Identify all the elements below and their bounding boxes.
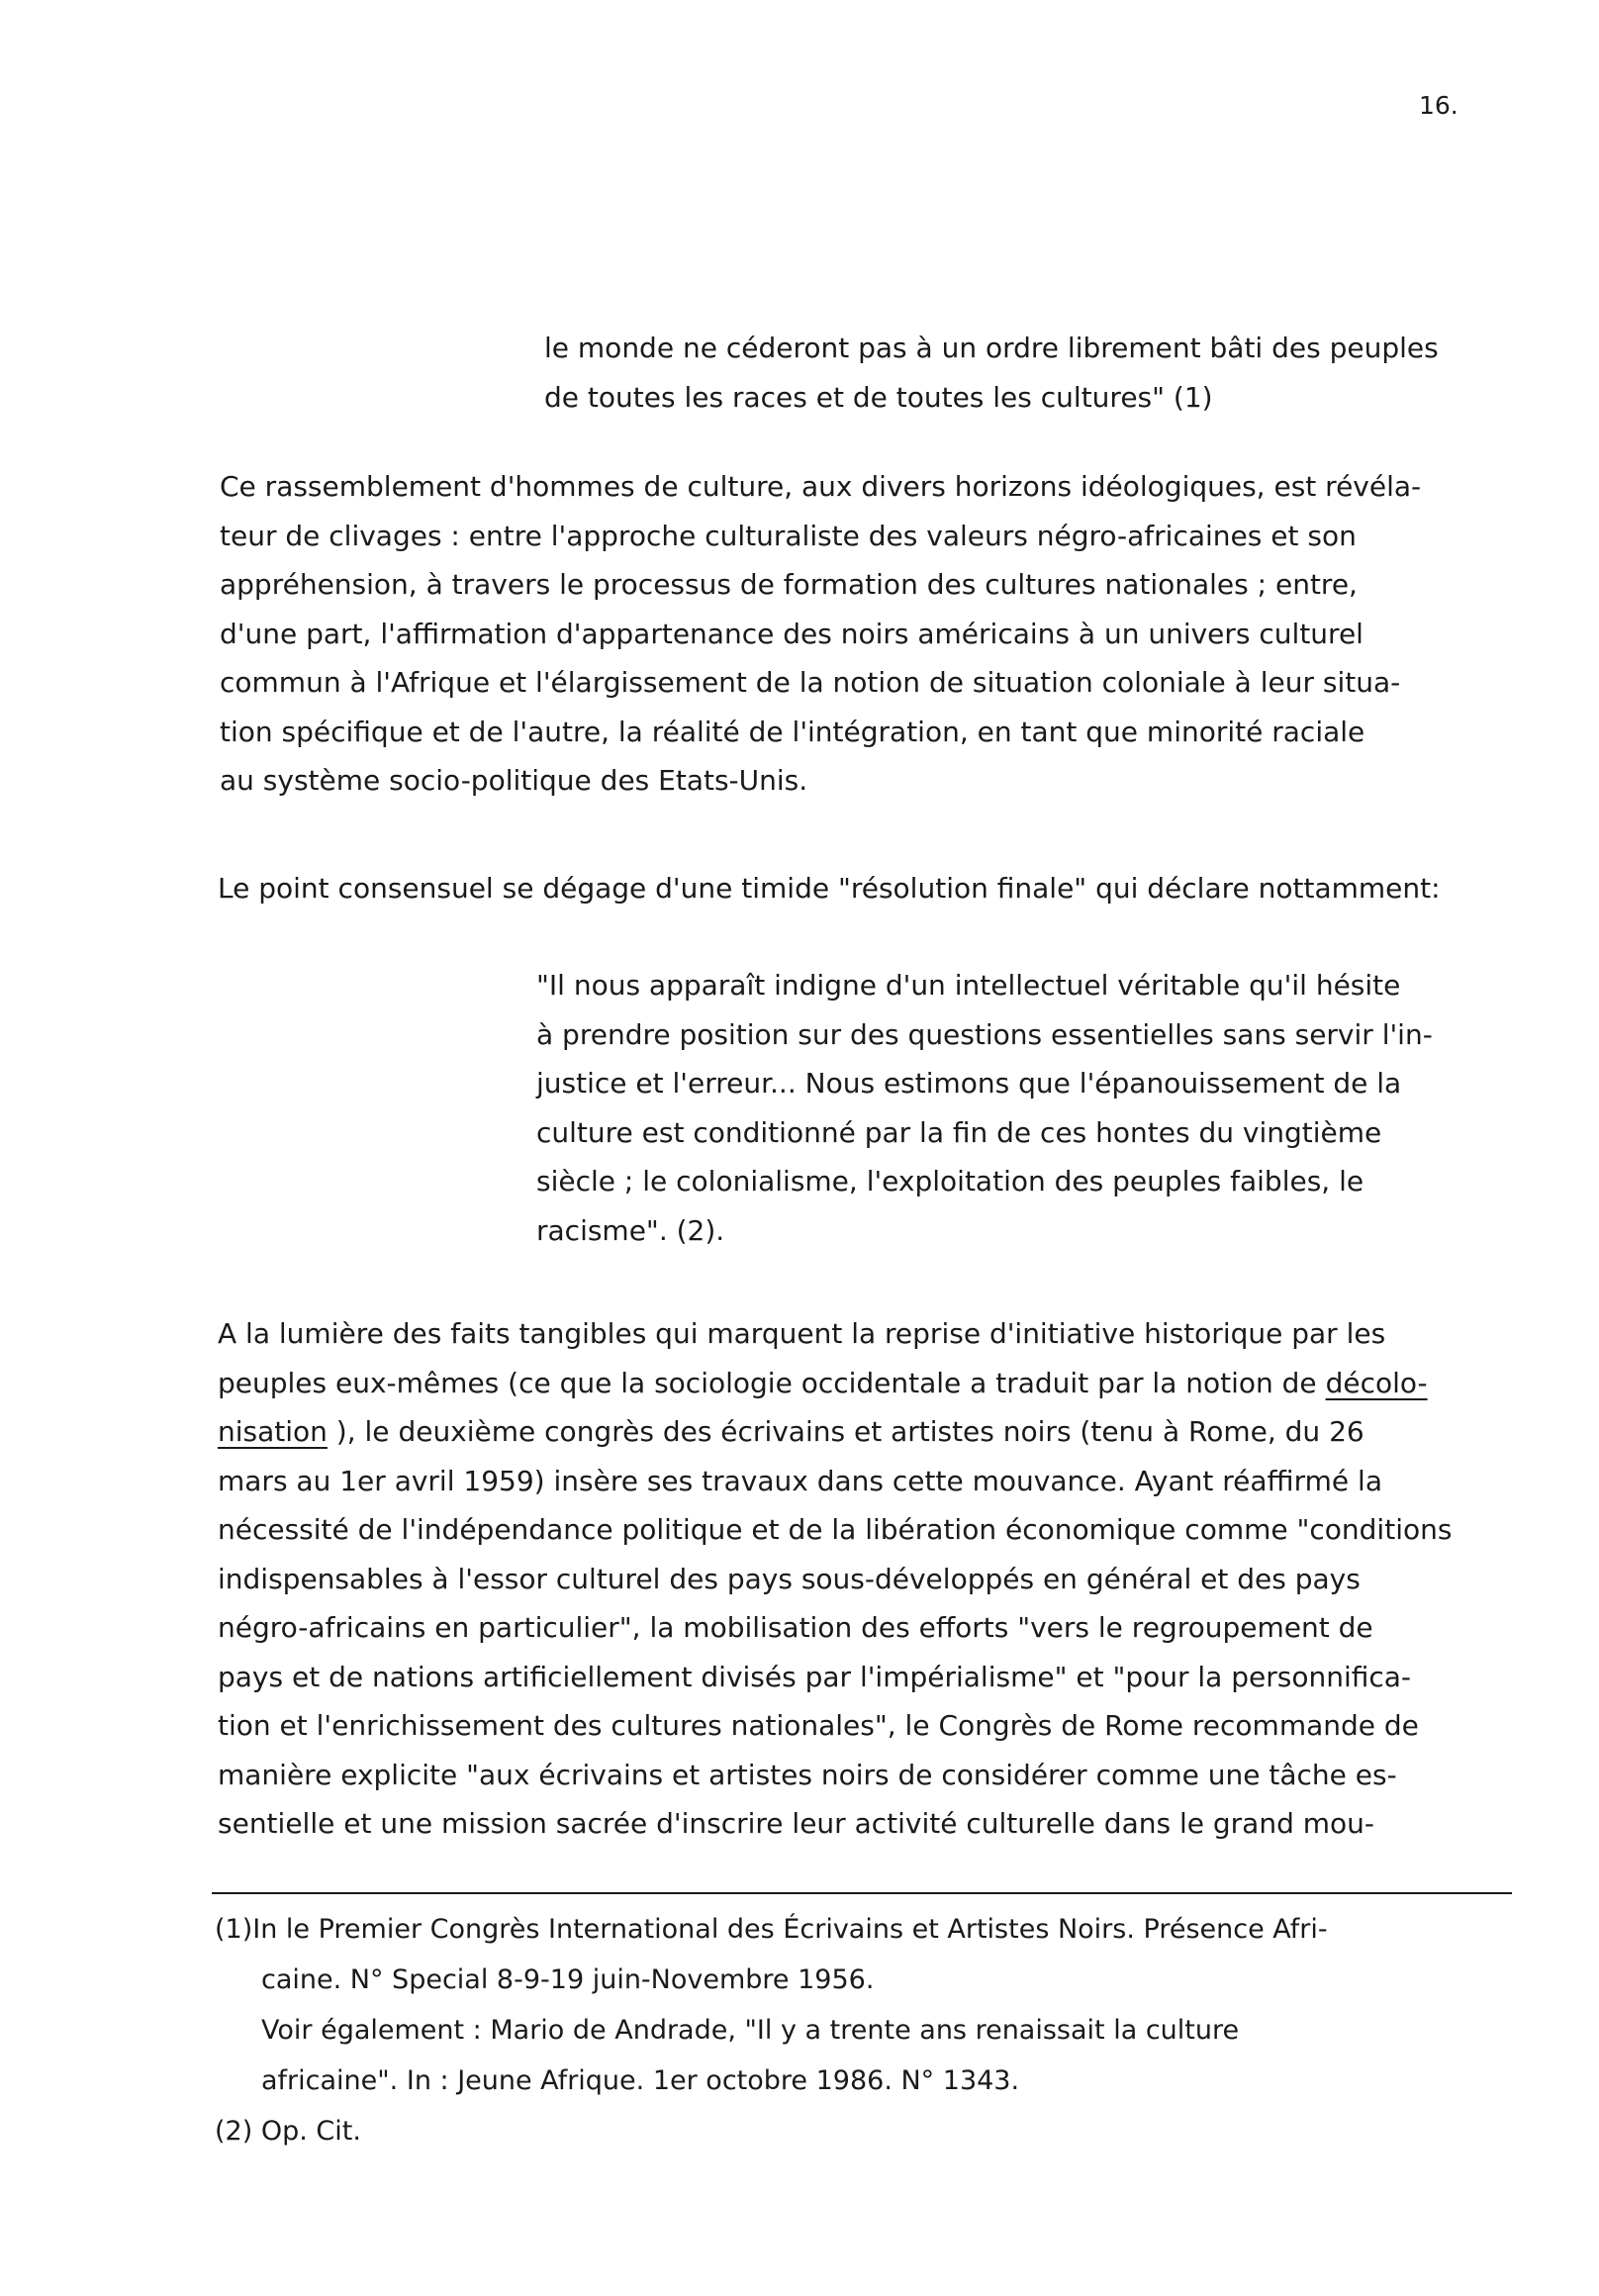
- underlined-term: décolo-: [1325, 1366, 1428, 1399]
- paragraph-line: A la lumière des faits tangibles qui marquent la reprise d'initiative historique par les: [218, 1317, 1386, 1350]
- paragraph-line: sentielle et une mission sacrée d'inscrire leur activité culturelle dans le grand mou-: [218, 1807, 1374, 1840]
- paragraph-line: tion et l'enrichissement des cultures nationales", le Congrès de Rome recommande de: [218, 1709, 1419, 1742]
- paragraph-line: pays et de nations artificiellement divisés par l'impérialisme" et "pour la personnifica-: [218, 1660, 1412, 1693]
- paragraph-line: Ce rassemblement d'hommes de culture, aux divers horizons idéologiques, est révéla-: [220, 470, 1422, 503]
- paragraph-line: tion spécifique et de l'autre, la réalité de l'intégration, en tant que minorité raciale: [220, 715, 1365, 748]
- quote-line: de toutes les races et de toutes les cultures" (1): [544, 380, 1213, 414]
- quote-block-1: [544, 324, 1439, 422]
- footnote-2: (2) Op. Cit.: [215, 2116, 361, 2147]
- quote-line: culture est conditionné par la fin de ces hontes du vingtième: [536, 1115, 1382, 1149]
- footnote-1-line: caine. N° Special 8-9-19 juin-Novembre 1956.: [261, 1964, 875, 1995]
- paragraph-text: peuples eux-mêmes (ce que la sociologie occidentale a traduit par la notion de: [218, 1366, 1326, 1399]
- paragraph-line: commun à l'Afrique et l'élargissement de la notion de situation coloniale à leur situa-: [220, 666, 1401, 699]
- paragraph-line: [218, 1359, 1452, 1408]
- footnote-divider: [212, 1892, 1512, 1894]
- paragraph-line: mars au 1er avril 1959) insère ses travaux dans cette mouvance. Ayant réaffirmé la: [218, 1464, 1382, 1497]
- paragraph-text: ), le deuxième congrès des écrivains et artistes noirs (tenu à Rome, du 26: [327, 1415, 1364, 1448]
- paragraph-line: manière explicite "aux écrivains et artistes noirs de considérer comme une tâche es-: [218, 1758, 1397, 1791]
- quote-line: à prendre position sur des questions essentielles sans servir l'in-: [536, 1017, 1433, 1051]
- quote-line: le monde ne céderont pas à un ordre librement bâti des peuples: [544, 332, 1439, 364]
- quote-line: racisme". (2).: [536, 1213, 725, 1247]
- paragraph-2: [218, 864, 1441, 913]
- paragraph-line: teur de clivages : entre l'approche culturaliste des valeurs négro-africaines et son: [220, 519, 1357, 552]
- paragraph-line: nécessité de l'indépendance politique et de la libération économique comme "conditions: [218, 1513, 1453, 1546]
- paragraph-line: [218, 1407, 1452, 1457]
- paragraph-line: Le point consensuel se dégage d'une timide "résolution finale" qui déclare nottamment:: [218, 872, 1441, 905]
- paragraph-1: [220, 462, 1421, 806]
- quote-block-2: [536, 961, 1433, 1255]
- quote-line: "Il nous apparaît indigne d'un intellectuel véritable qu'il hésite: [536, 969, 1401, 1002]
- paragraph-line: d'une part, l'affirmation d'appartenance des noirs américains à un univers culturel: [220, 617, 1364, 650]
- underlined-term: nisation: [218, 1415, 328, 1448]
- quote-line: siècle ; le colonialisme, l'exploitation des peuples faibles, le: [536, 1165, 1364, 1197]
- footnote-1-line: africaine". In : Jeune Afrique. 1er octobre 1986. N° 1343.: [261, 2065, 1020, 2096]
- paragraph-line: indispensables à l'essor culturel des pays sous-développés en général et des pays: [218, 1562, 1361, 1595]
- footnotes: [215, 1904, 1328, 2156]
- paragraph-line: appréhension, à travers le processus de formation des cultures nationales ; entre,: [220, 568, 1358, 601]
- paragraph-line: au système socio-politique des Etats-Unis.: [220, 764, 808, 797]
- footnote-1-line: Voir également : Mario de Andrade, "Il y a trente ans renaissait la culture: [261, 2015, 1240, 2046]
- paragraph-line: négro-africains en particulier", la mobilisation des efforts "vers le regroupement de: [218, 1611, 1373, 1644]
- page-number: 16.: [1419, 91, 1458, 120]
- footnote-1-line: (1)In le Premier Congrès International des Écrivains et Artistes Noirs. Présence Afri-: [215, 1914, 1328, 1945]
- paragraph-3: [218, 1309, 1452, 1849]
- quote-line: justice et l'erreur... Nous estimons que l'épanouissement de la: [536, 1067, 1402, 1100]
